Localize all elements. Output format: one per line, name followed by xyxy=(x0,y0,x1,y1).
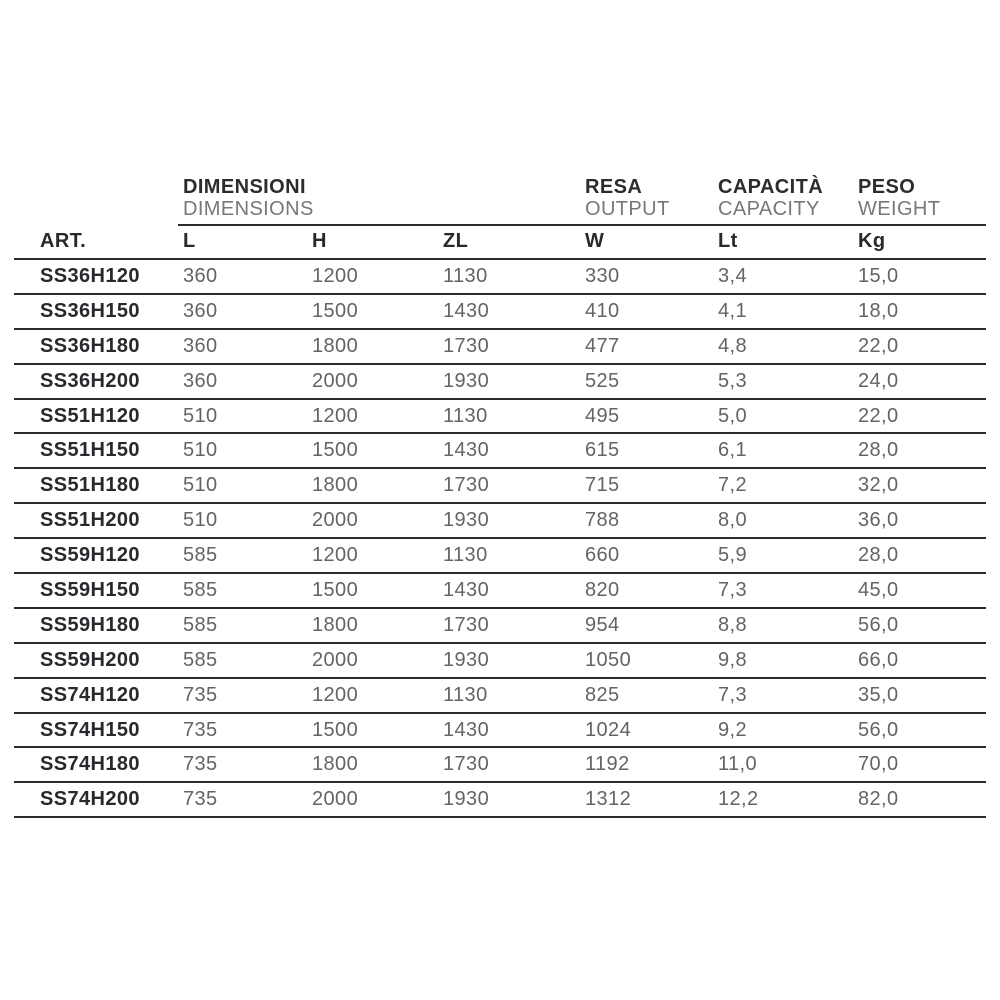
cell-zl: 1130 xyxy=(443,404,488,427)
cell-art: SS51H150 xyxy=(40,439,140,462)
table-row xyxy=(14,295,986,330)
cell-h: 2000 xyxy=(312,509,359,532)
group-header-secondary: OUTPUT xyxy=(585,198,670,220)
cell-kg: 32,0 xyxy=(858,474,899,497)
cell-l: 735 xyxy=(183,788,218,811)
cell-l: 360 xyxy=(183,334,218,357)
cell-zl: 1130 xyxy=(443,544,488,567)
cell-art: SS59H150 xyxy=(40,578,140,601)
cell-art: SS59H120 xyxy=(40,544,140,567)
cell-l: 360 xyxy=(183,369,218,392)
cell-lt: 5,3 xyxy=(718,369,748,392)
cell-art: SS74H200 xyxy=(40,788,140,811)
cell-kg: 28,0 xyxy=(858,439,899,462)
cell-w: 1312 xyxy=(585,788,632,811)
cell-lt: 3,4 xyxy=(718,264,748,287)
cell-w: 410 xyxy=(585,299,620,322)
group-header-secondary: DIMENSIONS xyxy=(183,198,314,220)
table-body xyxy=(14,260,986,818)
group-header-primary: RESA xyxy=(585,176,643,198)
table-row xyxy=(14,679,986,714)
cell-h: 1500 xyxy=(312,439,359,462)
cell-w: 825 xyxy=(585,683,620,706)
group-header-primary: CAPACITÀ xyxy=(718,176,824,198)
cell-h: 1800 xyxy=(312,753,359,776)
column-header-l: L xyxy=(183,230,196,252)
cell-art: SS36H180 xyxy=(40,334,140,357)
cell-lt: 7,2 xyxy=(718,474,748,497)
cell-l: 585 xyxy=(183,578,218,601)
cell-l: 585 xyxy=(183,544,218,567)
table-row xyxy=(14,434,986,469)
cell-kg: 70,0 xyxy=(858,753,899,776)
cell-lt: 7,3 xyxy=(718,683,748,706)
cell-w: 1050 xyxy=(585,648,632,671)
cell-l: 735 xyxy=(183,718,218,741)
cell-h: 1500 xyxy=(312,578,359,601)
column-header-w: W xyxy=(585,230,605,252)
cell-art: SS51H120 xyxy=(40,404,140,427)
cell-kg: 35,0 xyxy=(858,683,899,706)
group-header-weight xyxy=(858,176,940,220)
cell-l: 510 xyxy=(183,439,218,462)
cell-kg: 15,0 xyxy=(858,264,899,287)
cell-zl: 1730 xyxy=(443,613,490,636)
cell-zl: 1130 xyxy=(443,683,488,706)
table-row xyxy=(14,330,986,365)
cell-w: 788 xyxy=(585,509,620,532)
cell-kg: 28,0 xyxy=(858,544,899,567)
cell-h: 1800 xyxy=(312,474,359,497)
group-header-primary: PESO xyxy=(858,176,916,198)
cell-w: 1024 xyxy=(585,718,632,741)
cell-kg: 56,0 xyxy=(858,718,899,741)
cell-zl: 1930 xyxy=(443,788,490,811)
cell-l: 510 xyxy=(183,474,218,497)
cell-zl: 1930 xyxy=(443,648,490,671)
cell-zl: 1430 xyxy=(443,439,490,462)
cell-w: 715 xyxy=(585,474,620,497)
table-row xyxy=(14,714,986,749)
cell-zl: 1430 xyxy=(443,578,490,601)
cell-w: 954 xyxy=(585,613,620,636)
cell-kg: 45,0 xyxy=(858,578,899,601)
cell-zl: 1930 xyxy=(443,369,490,392)
column-header-lt: Lt xyxy=(718,230,738,252)
table-row xyxy=(14,504,986,539)
group-header-rule xyxy=(178,224,986,226)
table-row xyxy=(14,783,986,818)
cell-lt: 6,1 xyxy=(718,439,748,462)
cell-art: SS51H200 xyxy=(40,509,140,532)
cell-lt: 7,3 xyxy=(718,578,748,601)
table-row xyxy=(14,469,986,504)
cell-kg: 24,0 xyxy=(858,369,899,392)
group-header-capacity xyxy=(718,176,823,220)
group-header-secondary: WEIGHT xyxy=(858,198,941,220)
table-row xyxy=(14,400,986,435)
cell-w: 1192 xyxy=(585,753,630,776)
cell-h: 1500 xyxy=(312,299,359,322)
cell-h: 1200 xyxy=(312,264,359,287)
table-row xyxy=(14,539,986,574)
column-header-zl: ZL xyxy=(443,230,469,252)
cell-kg: 56,0 xyxy=(858,613,899,636)
cell-w: 525 xyxy=(585,369,620,392)
cell-art: SS36H150 xyxy=(40,299,140,322)
cell-art: SS36H200 xyxy=(40,369,140,392)
table-row xyxy=(14,644,986,679)
cell-kg: 82,0 xyxy=(858,788,899,811)
group-header-output xyxy=(585,176,670,220)
cell-lt: 8,8 xyxy=(718,613,748,636)
cell-h: 1800 xyxy=(312,613,359,636)
table-row xyxy=(14,365,986,400)
cell-art: SS51H180 xyxy=(40,474,140,497)
cell-art: SS74H150 xyxy=(40,718,140,741)
cell-h: 2000 xyxy=(312,369,359,392)
cell-zl: 1730 xyxy=(443,753,490,776)
cell-kg: 22,0 xyxy=(858,404,899,427)
cell-art: SS74H180 xyxy=(40,753,140,776)
column-header-art: ART. xyxy=(40,230,87,252)
cell-art: SS59H200 xyxy=(40,648,140,671)
cell-l: 510 xyxy=(183,509,218,532)
cell-w: 615 xyxy=(585,439,620,462)
cell-h: 1200 xyxy=(312,544,359,567)
cell-art: SS74H120 xyxy=(40,683,140,706)
cell-lt: 8,0 xyxy=(718,509,748,532)
cell-zl: 1430 xyxy=(443,299,490,322)
cell-lt: 4,8 xyxy=(718,334,748,357)
cell-w: 660 xyxy=(585,544,620,567)
cell-h: 1800 xyxy=(312,334,359,357)
cell-l: 360 xyxy=(183,299,218,322)
table-row xyxy=(14,574,986,609)
cell-art: SS36H120 xyxy=(40,264,140,287)
cell-l: 735 xyxy=(183,683,218,706)
cell-w: 820 xyxy=(585,578,620,601)
cell-l: 585 xyxy=(183,613,218,636)
column-header-h: H xyxy=(312,230,327,252)
cell-zl: 1430 xyxy=(443,718,490,741)
cell-zl: 1730 xyxy=(443,474,490,497)
cell-zl: 1930 xyxy=(443,509,490,532)
cell-h: 1200 xyxy=(312,683,359,706)
cell-h: 2000 xyxy=(312,788,359,811)
table-row xyxy=(14,748,986,783)
cell-l: 510 xyxy=(183,404,218,427)
table-row xyxy=(14,260,986,295)
spec-table xyxy=(14,175,986,818)
cell-zl: 1130 xyxy=(443,264,488,287)
cell-lt: 11,0 xyxy=(718,753,758,776)
cell-l: 360 xyxy=(183,264,218,287)
cell-kg: 22,0 xyxy=(858,334,899,357)
cell-l: 585 xyxy=(183,648,218,671)
group-header-primary: DIMENSIONI xyxy=(183,176,306,198)
cell-h: 1200 xyxy=(312,404,359,427)
cell-lt: 5,9 xyxy=(718,544,748,567)
cell-lt: 9,8 xyxy=(718,648,748,671)
cell-kg: 36,0 xyxy=(858,509,899,532)
cell-kg: 66,0 xyxy=(858,648,899,671)
cell-lt: 4,1 xyxy=(718,299,748,322)
cell-h: 1500 xyxy=(312,718,359,741)
table-column-header-row xyxy=(14,224,986,260)
group-header-dimensions xyxy=(183,176,314,220)
column-header-kg: Kg xyxy=(858,230,886,252)
cell-lt: 5,0 xyxy=(718,404,748,427)
cell-lt: 12,2 xyxy=(718,788,759,811)
cell-h: 2000 xyxy=(312,648,359,671)
cell-l: 735 xyxy=(183,753,218,776)
cell-w: 477 xyxy=(585,334,620,357)
cell-w: 330 xyxy=(585,264,620,287)
cell-w: 495 xyxy=(585,404,620,427)
table-row xyxy=(14,609,986,644)
table-group-header xyxy=(14,175,986,224)
cell-art: SS59H180 xyxy=(40,613,140,636)
cell-lt: 9,2 xyxy=(718,718,748,741)
cell-kg: 18,0 xyxy=(858,299,899,322)
cell-zl: 1730 xyxy=(443,334,490,357)
group-header-secondary: CAPACITY xyxy=(718,198,820,220)
